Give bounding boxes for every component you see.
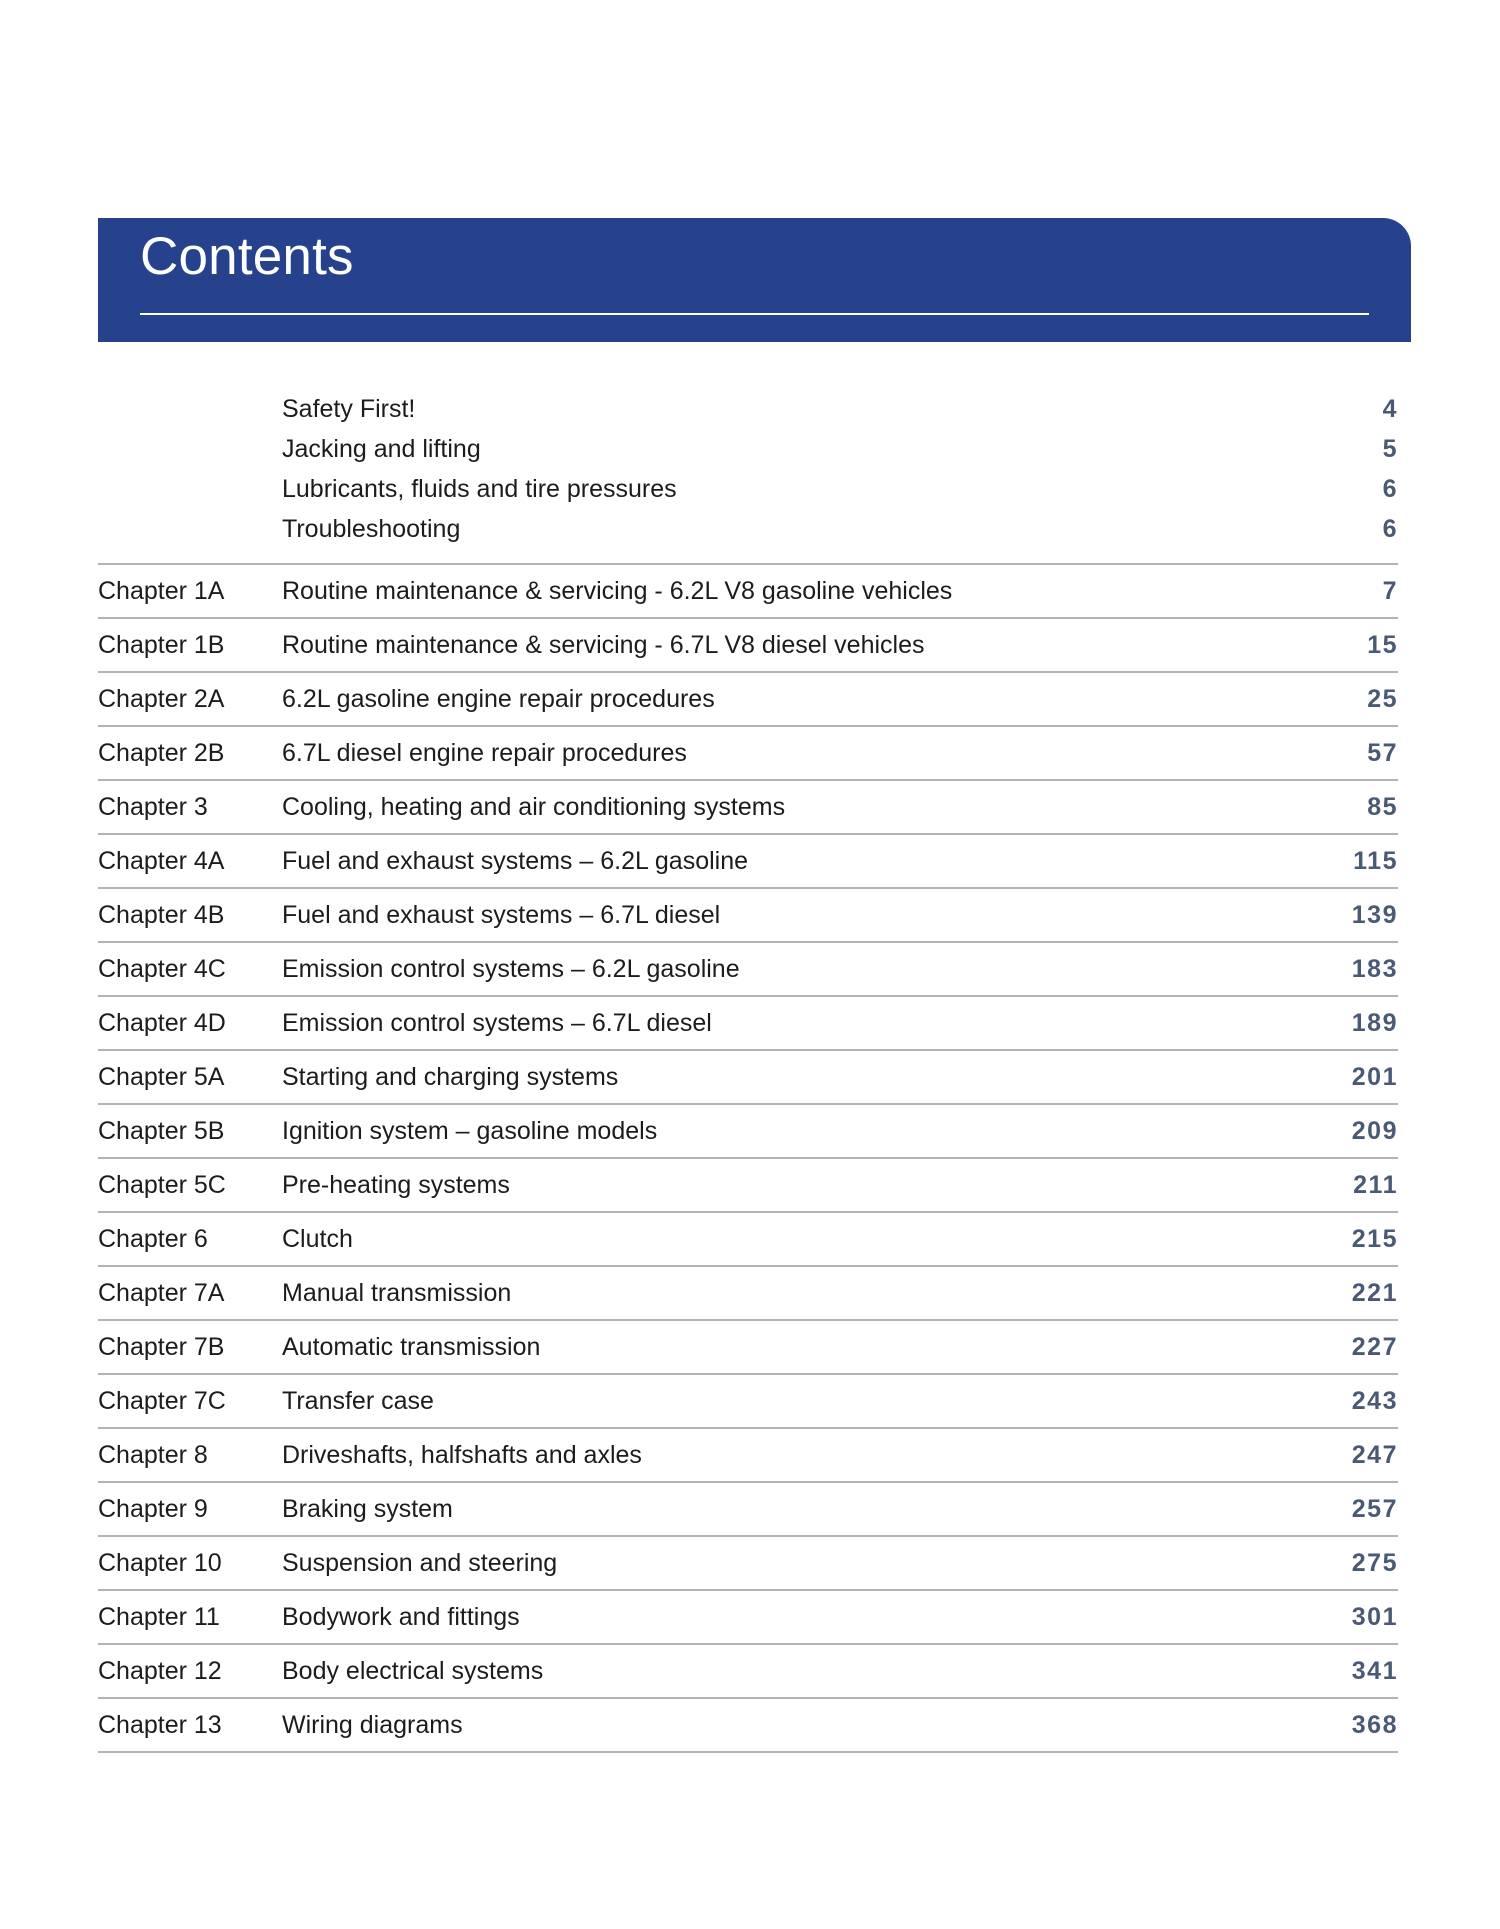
toc-page-number: 183 bbox=[1351, 954, 1398, 983]
toc-entry-title: Braking system bbox=[282, 1494, 453, 1523]
toc-page-number: 221 bbox=[1351, 1278, 1398, 1307]
toc-chapter-label: Chapter 2B bbox=[98, 738, 225, 767]
toc-chapter-label: Chapter 10 bbox=[98, 1548, 222, 1577]
toc-row-preliminary[interactable] bbox=[98, 435, 1398, 475]
toc-row-preliminary[interactable] bbox=[98, 515, 1398, 555]
toc-row-chapter[interactable] bbox=[98, 887, 1398, 941]
toc-page-number: 227 bbox=[1351, 1332, 1398, 1361]
toc-entry-title: Manual transmission bbox=[282, 1278, 512, 1307]
toc-chapter-label: Chapter 3 bbox=[98, 792, 208, 821]
toc-row-chapter[interactable] bbox=[98, 1589, 1398, 1643]
toc-entry-title: Emission control systems – 6.7L diesel bbox=[282, 1008, 712, 1037]
toc-chapter-label: Chapter 7C bbox=[98, 1386, 226, 1415]
toc-page-number: 301 bbox=[1351, 1602, 1398, 1631]
toc-chapter-label: Chapter 6 bbox=[98, 1224, 208, 1253]
toc-entry-title: Fuel and exhaust systems – 6.2L gasoline bbox=[282, 846, 749, 875]
toc-entry-title: Body electrical systems bbox=[282, 1656, 544, 1685]
toc-row-chapter[interactable] bbox=[98, 1697, 1398, 1751]
toc-entry-title: Troubleshooting bbox=[282, 515, 461, 543]
toc-row-chapter[interactable] bbox=[98, 1643, 1398, 1697]
toc-row-chapter[interactable] bbox=[98, 1211, 1398, 1265]
toc-row-chapter[interactable] bbox=[98, 1481, 1398, 1535]
toc-chapter-label: Chapter 4B bbox=[98, 900, 225, 929]
toc-page-number: 189 bbox=[1351, 1008, 1398, 1037]
toc-chapter-label: Chapter 4D bbox=[98, 1008, 226, 1037]
toc-entry-title: Lubricants, fluids and tire pressures bbox=[282, 475, 677, 503]
toc-chapter-label: Chapter 2A bbox=[98, 684, 225, 713]
toc-chapter-label: Chapter 9 bbox=[98, 1494, 208, 1523]
toc-row-chapter[interactable] bbox=[98, 995, 1398, 1049]
toc-row-chapter[interactable] bbox=[98, 833, 1398, 887]
toc-row-preliminary[interactable] bbox=[98, 395, 1398, 435]
toc-page-number: 5 bbox=[1382, 435, 1398, 463]
toc-entry-title: 6.2L gasoline engine repair procedures bbox=[282, 684, 715, 713]
toc-page-number: 6 bbox=[1382, 475, 1398, 503]
toc-chapter-label: Chapter 1B bbox=[98, 630, 225, 659]
toc-row-chapter[interactable] bbox=[98, 563, 1398, 617]
toc-page-number: 25 bbox=[1367, 684, 1398, 713]
toc-page-number: 341 bbox=[1351, 1656, 1398, 1685]
toc-entry-title: Bodywork and fittings bbox=[282, 1602, 520, 1631]
toc-entry-title: Automatic transmission bbox=[282, 1332, 541, 1361]
toc-row-chapter[interactable] bbox=[98, 1049, 1398, 1103]
toc-page-number: 275 bbox=[1351, 1548, 1398, 1577]
toc-entry-title: Pre-heating systems bbox=[282, 1170, 510, 1199]
toc-entry-title: Emission control systems – 6.2L gasoline bbox=[282, 954, 740, 983]
table-of-contents bbox=[98, 395, 1398, 1753]
toc-entry-title: Cooling, heating and air conditioning systems bbox=[282, 792, 786, 821]
toc-page-number: 6 bbox=[1382, 515, 1398, 543]
contents-header-banner bbox=[98, 218, 1411, 342]
toc-chapter-label: Chapter 7B bbox=[98, 1332, 225, 1361]
toc-page-number: 57 bbox=[1367, 738, 1398, 767]
toc-page-number: 247 bbox=[1351, 1440, 1398, 1469]
toc-entry-title: Ignition system – gasoline models bbox=[282, 1116, 658, 1145]
toc-chapter-label: Chapter 4C bbox=[98, 954, 226, 983]
toc-entry-title: 6.7L diesel engine repair procedures bbox=[282, 738, 687, 767]
toc-entry-title: Wiring diagrams bbox=[282, 1710, 463, 1739]
toc-chapter-label: Chapter 13 bbox=[98, 1710, 222, 1739]
preliminary-entries bbox=[98, 395, 1398, 563]
toc-page-number: 15 bbox=[1367, 630, 1398, 659]
toc-chapter-label: Chapter 7A bbox=[98, 1278, 225, 1307]
toc-row-chapter[interactable] bbox=[98, 1427, 1398, 1481]
toc-row-chapter[interactable] bbox=[98, 671, 1398, 725]
toc-entry-title: Clutch bbox=[282, 1224, 353, 1253]
toc-chapter-label: Chapter 12 bbox=[98, 1656, 222, 1685]
chapter-entries bbox=[98, 563, 1398, 1751]
toc-page-number: 257 bbox=[1351, 1494, 1398, 1523]
toc-page-number: 215 bbox=[1351, 1224, 1398, 1253]
toc-chapter-label: Chapter 11 bbox=[98, 1602, 220, 1631]
toc-entry-title: Driveshafts, halfshafts and axles bbox=[282, 1440, 642, 1469]
toc-entry-title: Suspension and steering bbox=[282, 1548, 558, 1577]
toc-row-preliminary[interactable] bbox=[98, 475, 1398, 515]
toc-row-chapter[interactable] bbox=[98, 617, 1398, 671]
toc-entry-title: Safety First! bbox=[282, 395, 416, 423]
toc-row-chapter[interactable] bbox=[98, 1373, 1398, 1427]
toc-page-number: 201 bbox=[1351, 1062, 1398, 1091]
page-title: Contents bbox=[140, 227, 354, 286]
toc-chapter-label: Chapter 5A bbox=[98, 1062, 225, 1091]
toc-page-number: 243 bbox=[1351, 1386, 1398, 1415]
toc-page-number: 209 bbox=[1351, 1116, 1398, 1145]
toc-entry-title: Starting and charging systems bbox=[282, 1062, 619, 1091]
toc-entry-title: Transfer case bbox=[282, 1386, 434, 1415]
toc-row-chapter[interactable] bbox=[98, 779, 1398, 833]
toc-chapter-label: Chapter 5C bbox=[98, 1170, 226, 1199]
toc-page-number: 7 bbox=[1382, 576, 1398, 605]
toc-page-number: 368 bbox=[1351, 1710, 1398, 1739]
toc-row-chapter[interactable] bbox=[98, 1535, 1398, 1589]
toc-page-number: 211 bbox=[1353, 1170, 1398, 1199]
toc-entry-title: Routine maintenance & servicing - 6.7L V8 diesel vehicles bbox=[282, 630, 925, 659]
toc-chapter-label: Chapter 4A bbox=[98, 846, 225, 875]
toc-chapter-label: Chapter 5B bbox=[98, 1116, 225, 1145]
toc-page-number: 139 bbox=[1351, 900, 1398, 929]
toc-chapter-label: Chapter 1A bbox=[98, 576, 225, 605]
toc-row-chapter[interactable] bbox=[98, 941, 1398, 995]
toc-row-chapter[interactable] bbox=[98, 1265, 1398, 1319]
toc-row-chapter[interactable] bbox=[98, 1103, 1398, 1157]
header-divider bbox=[140, 313, 1369, 315]
toc-entry-title: Fuel and exhaust systems – 6.7L diesel bbox=[282, 900, 721, 929]
toc-page-number: 115 bbox=[1353, 846, 1398, 875]
toc-row-chapter[interactable] bbox=[98, 1319, 1398, 1373]
toc-entry-title: Jacking and lifting bbox=[282, 435, 481, 463]
toc-page-number: 85 bbox=[1367, 792, 1398, 821]
toc-page-number: 4 bbox=[1382, 395, 1398, 423]
toc-row-chapter[interactable] bbox=[98, 1157, 1398, 1211]
toc-entry-title: Routine maintenance & servicing - 6.2L V8 gasoline vehicles bbox=[282, 576, 953, 605]
toc-chapter-label: Chapter 8 bbox=[98, 1440, 208, 1469]
toc-row-chapter[interactable] bbox=[98, 725, 1398, 779]
toc-bottom-divider bbox=[98, 1751, 1398, 1753]
